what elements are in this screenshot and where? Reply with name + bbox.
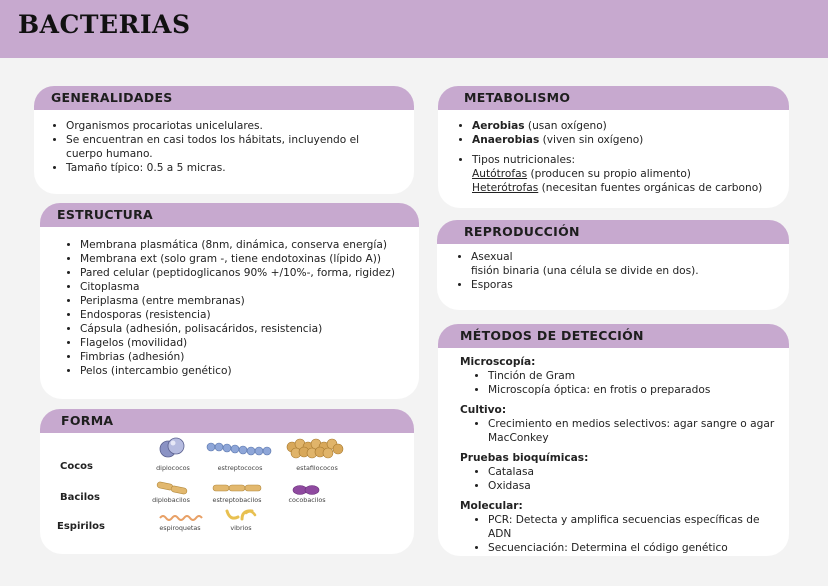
autotrofas-term: Autótrofas bbox=[472, 168, 528, 180]
molecular-label: Molecular: bbox=[460, 500, 523, 512]
list-item: • PCR: Detecta y amplifica secuencias específicas de ADN bbox=[488, 513, 778, 541]
estreptobacilos-image bbox=[212, 481, 262, 495]
row-label-cocos: Cocos bbox=[60, 461, 93, 472]
caption-espiroquetas: espiroquetas bbox=[159, 524, 201, 532]
metodos-body bbox=[460, 355, 778, 555]
list-item: • Pared celular (peptidoglicanos 90% +/10%-, forma, rigidez) bbox=[80, 266, 413, 280]
generalidades-card bbox=[34, 86, 414, 194]
list-item: • Secuenciación: Determina el código genético bbox=[488, 541, 778, 555]
caption-cocobacilos: cocobacilos bbox=[288, 496, 326, 504]
metabolismo-body bbox=[460, 119, 780, 195]
diplobacilos-image bbox=[156, 480, 190, 496]
forma-title: FORMA bbox=[61, 413, 114, 428]
list-item bbox=[472, 119, 780, 133]
caption-estafilococos: estafilococos bbox=[296, 464, 338, 472]
list-item: • Citoplasma bbox=[80, 280, 413, 294]
caption-diplobacilos: diplobacilos bbox=[152, 496, 190, 504]
tipos-label: Tipos nutricionales: bbox=[472, 154, 576, 166]
diplococos-image bbox=[157, 436, 187, 460]
list-item: • Cápsula (adhesión, polisacáridos, resistencia) bbox=[80, 322, 413, 336]
title-banner bbox=[0, 0, 828, 58]
estafilococos-image bbox=[286, 438, 344, 460]
autotrofas-desc: (producen su propio alimento) bbox=[527, 168, 691, 180]
list-item: • Tinción de Gram bbox=[488, 369, 778, 383]
estreptococos-image bbox=[207, 441, 273, 457]
estructura-body bbox=[68, 238, 413, 378]
vibrios-image bbox=[224, 507, 258, 523]
espiroquetas-image bbox=[159, 513, 203, 523]
estructura-card bbox=[40, 203, 419, 399]
list-item: • Tamaño típico: 0.5 a 5 micras. bbox=[66, 161, 399, 175]
cultivo-label: Cultivo: bbox=[460, 404, 507, 416]
list-item: • Esporas bbox=[471, 278, 779, 292]
list-item: • Oxidasa bbox=[488, 479, 778, 493]
list-item: • Fimbrias (adhesión) bbox=[80, 350, 413, 364]
list-item: • Se encuentran en casi todos los hábitats, incluyendo el cuerpo humano. bbox=[66, 133, 399, 161]
caption-vibrios: vibrios bbox=[230, 524, 252, 532]
anaerobias-term: Anaerobias bbox=[472, 134, 540, 146]
list-item: • Crecimiento en medios selectivos: agar sangre o agar MacConkey bbox=[488, 417, 778, 445]
heterotrofas-line bbox=[460, 181, 780, 195]
reproduccion-card bbox=[437, 220, 789, 310]
list-item: • Catalasa bbox=[488, 465, 778, 479]
list-item: • Endosporas (resistencia) bbox=[80, 308, 413, 322]
reproduccion-body bbox=[459, 250, 779, 292]
estructura-title: ESTRUCTURA bbox=[57, 207, 153, 222]
list-item: • Organismos procariotas unicelulares. bbox=[66, 119, 399, 133]
row-label-espirilos: Espirilos bbox=[57, 521, 105, 532]
list-item: • Pelos (intercambio genético) bbox=[80, 364, 413, 378]
forma-card bbox=[40, 409, 414, 554]
anaerobias-desc: (viven sin oxígeno) bbox=[539, 134, 644, 146]
generalidades-body bbox=[54, 119, 399, 175]
microscopia-label: Microscopía: bbox=[460, 356, 536, 368]
asexual-desc: fisión binaria (una célula se divide en dos). bbox=[471, 265, 699, 277]
cocobacilos-image bbox=[292, 484, 322, 496]
caption-estreptobacilos: estreptobacilos bbox=[212, 496, 262, 504]
reproduccion-title: REPRODUCCIÓN bbox=[464, 224, 580, 239]
aerobias-desc: (usan oxígeno) bbox=[524, 120, 607, 132]
metabolismo-title: METABOLISMO bbox=[464, 90, 571, 105]
list-item: • Membrana ext (solo gram -, tiene endotoxinas (lípido A)) bbox=[80, 252, 413, 266]
row-label-bacilos: Bacilos bbox=[60, 492, 100, 503]
aerobias-term: Aerobias bbox=[472, 120, 525, 132]
autotrofas-line bbox=[460, 167, 780, 181]
page-title: BACTERIAS bbox=[18, 10, 191, 39]
caption-diplococos: diplococos bbox=[156, 464, 190, 472]
caption-estreptococos: estreptococos bbox=[217, 464, 263, 472]
heterotrofas-term: Heterótrofas bbox=[472, 182, 539, 194]
list-item: • Periplasma (entre membranas) bbox=[80, 294, 413, 308]
metodos-title: MÉTODOS DE DETECCIÓN bbox=[460, 328, 644, 343]
list-item bbox=[472, 153, 780, 167]
generalidades-title: GENERALIDADES bbox=[51, 90, 173, 105]
list-item: • Asexual bbox=[471, 250, 779, 264]
list-item: • Microscopía óptica: en frotis o preparados bbox=[488, 383, 778, 397]
list-item: • Membrana plasmática (8nm, dinámica, conserva energía) bbox=[80, 238, 413, 252]
list-item: • Flagelos (movilidad) bbox=[80, 336, 413, 350]
list-item bbox=[472, 133, 780, 147]
heterotrofas-desc: (necesitan fuentes orgánicas de carbono) bbox=[538, 182, 763, 194]
bioquimicas-label: Pruebas bioquímicas: bbox=[460, 452, 589, 464]
metabolismo-card bbox=[438, 86, 789, 208]
metodos-card bbox=[438, 324, 789, 556]
